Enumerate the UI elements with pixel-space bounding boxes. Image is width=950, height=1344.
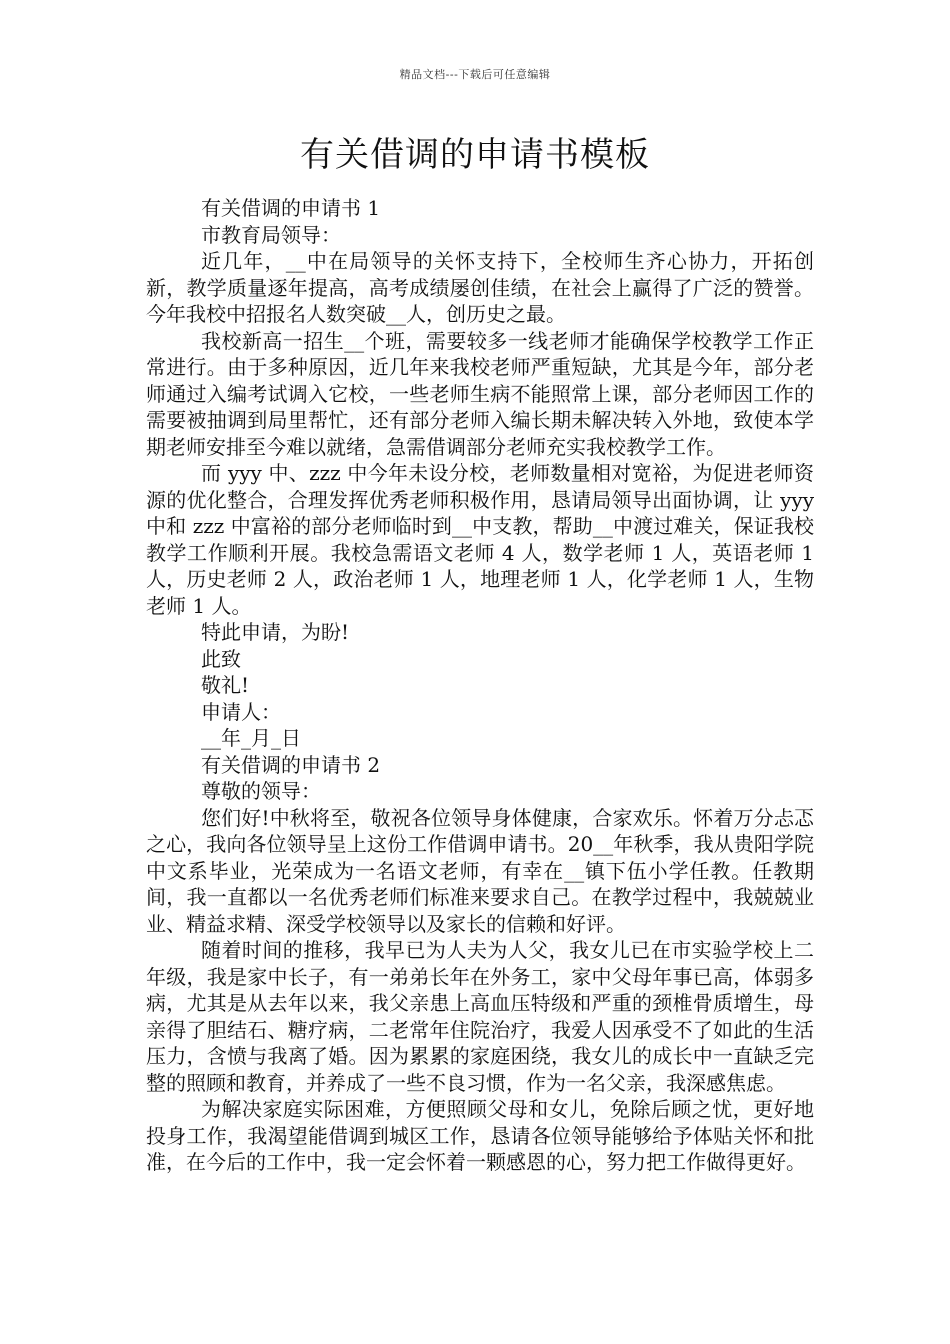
body-paragraph: 您们好!中秋将至，敬祝各位领导身体健康，合家欢乐。怀着万分忐忑之心，我向各位领导呈上这份工作借调申请书。20__年秋季，我从贵阳学院中文系毕业，光荣成为一名语文老师，有幸在__镇下伍小学任教。任教期间，我一直都以一名优秀老师们标准来要求自己。在教学过程中，我兢兢业业、精益求精、深受学校领导以及家长的信赖和好评。 — [146, 805, 814, 936]
closing-greeting: 此致 — [201, 646, 241, 671]
body-paragraph: 近几年，__中在局领导的关怀支持下，全校师生齐心协力，开拓创新，教学质量逐年提高，高考成绩屡创佳绩，在社会上赢得了广泛的赞誉。今年我校中招报名人数突破__人，创历史之最。 — [146, 249, 814, 326]
closing-request: 特此申请，为盼! — [201, 620, 350, 644]
closing-salute: 敬礼! — [201, 673, 250, 697]
section-heading-1: 有关借调的申请书 1 — [201, 196, 381, 220]
section-heading-2: 有关借调的申请书 2 — [201, 752, 381, 777]
applicant-line: 申请人： — [201, 699, 281, 724]
salutation-1: 市教育局领导： — [201, 222, 341, 247]
body-paragraph: 随着时间的推移，我早已为人夫为人父，我女儿已在市实验学校上二年级，我是家中长子，有一弟弟长年在外务工，家中父母年事已高，体弱多病，尤其是从去年以来，我父亲患上高血压特级和严重的颈椎骨质增生，母亲得了胆结石、糖疗病，二老常年住院治疗，我爱人因承受不了如此的生活压力，含愤与我离了婚。因为累累的家庭困绕，我女儿的成长中一直缺乏完整的照顾和教育，并养成了一些不良习惯，作为一名父亲，我深感焦虑。 — [146, 938, 814, 1095]
body-paragraph: 我校新高一招生__个班，需要较多一线老师才能确保学校教学工作正常进行。由于多种原因，近几年来我校老师严重短缺，尤其是今年，部分老师通过入编考试调入它校，一些老师生病不能照常上课，部分老师因工作的需要被抽调到局里帮忙，还有部分老师入编长期未解决转入外地，致使本学期老师安排至今难以就绪，急需借调部分老师充实我校教学工作。 — [146, 328, 814, 459]
document-body — [146, 195, 814, 1176]
date-line: __年_月_日 — [201, 726, 301, 750]
document-title: 有关借调的申请书模板 — [300, 135, 650, 175]
salutation-2: 尊敬的领导： — [201, 779, 321, 803]
body-paragraph: 而 yyy 中、zzz 中今年未设分校，老师数量相对宽裕，为促进老师资源的优化整合，合理发挥优秀老师积极作用，恳请局领导出面协调，让 yyy 中和 zzz 中富裕的部分老师临时到__中支教，帮助__中渡过难关，保证我校教学工作顺利开展。我校急需语文老师 4 人，数学老师 1 人，英语老师 1 人，历史老师 2 人，政治老师 1 人，地理老师 1 人，化学老师 1 人，生物老师 1 人。 — [146, 461, 814, 618]
header-note: 精品文档---下载后可任意编辑 — [399, 68, 551, 81]
body-paragraph: 为解决家庭实际困难，方便照顾父母和女儿，免除后顾之忧，更好地投身工作，我渴望能借调到城区工作，恳请各位领导能够给予体贴关怀和批准，在今后的工作中，我一定会怀着一颗感恩的心，努力把工作做得更好。 — [146, 1097, 814, 1174]
